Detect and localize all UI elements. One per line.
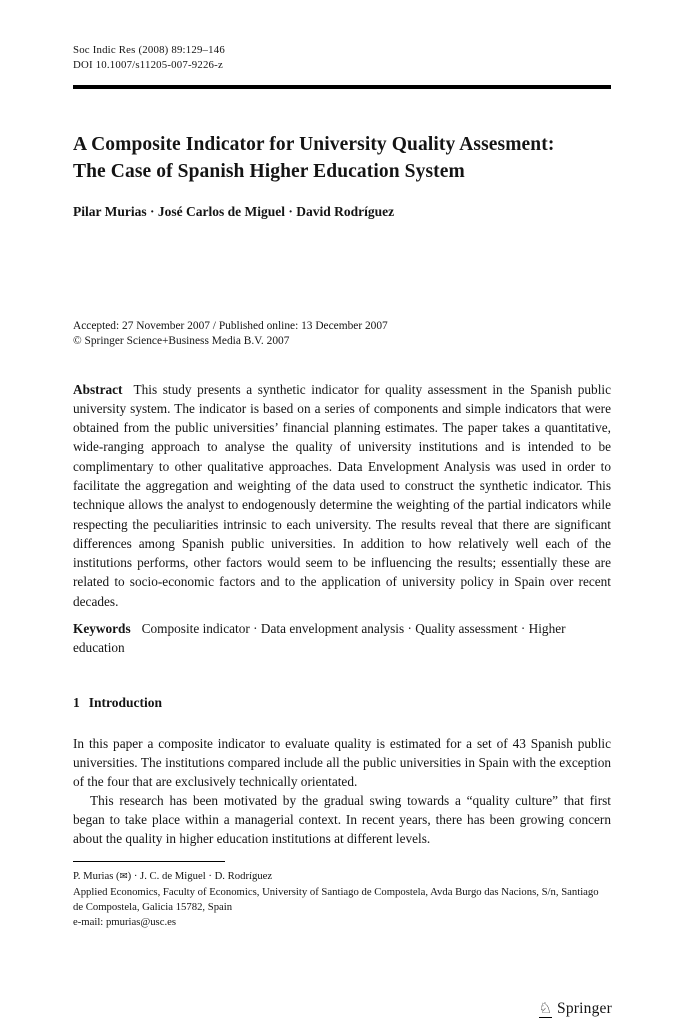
footnote-authors — [73, 869, 611, 885]
header-rule — [73, 85, 611, 89]
abstract — [73, 380, 611, 612]
publication-info — [73, 319, 611, 350]
paper-title-line1: A Composite Indicator for University Quality Assesment: — [73, 133, 555, 155]
intro-paragraph-2: This research has been motivated by the gradual swing towards a “quality culture” that first began to take place within a managerial context. In recent years, there has been growing concern about the quality in higher education institutions at different levels. — [73, 792, 611, 846]
section-heading-introduction — [73, 695, 611, 711]
envelope-icon: ✉ — [119, 871, 128, 883]
doi: DOI 10.1007/s11205-007-9226-z — [73, 59, 223, 71]
abstract-text: This study presents a synthetic indicator for quality assessment in the Spanish public university system. The indicator is based on a series of components and simple indicators that were obtained from the public universities’ financial planning estimates. The paper takes a quantitative, wide-ranging approach to analyse the quality of university institutions and is intended to be complimentary to other qualitative approaches. Data Envelopment Analysis was used in order to facilitate the aggregation and weighting of the data used to construct the synthetic indicator. This technique allows the analyst to endogenously determine the weighting of the partial indicators while respecting the peculiarities intrinsic to each university. The results reveal that there are significant differences among Spanish public universities. In addition to how relatively well each of the institutions performs, other factors would seem to be influencing the results; essentially these are related to socio-economic factors and to the application of university policy in Spain over recent decades. — [73, 381, 611, 609]
abstract-label: Abstract — [73, 381, 123, 397]
keywords — [73, 619, 611, 658]
journal-reference: Soc Indic Res (2008) 89:129–146 — [73, 44, 225, 56]
paper-title — [73, 131, 611, 185]
page-content — [73, 0, 611, 929]
keywords-label: Keywords — [73, 621, 131, 637]
footnote-authors-post: ) · J. C. de Miguel · D. Rodríguez — [127, 870, 273, 883]
paper-title-line2: The Case of Spanish Higher Education System — [73, 160, 465, 182]
section-title: Introduction — [88, 694, 163, 710]
springer-logo — [539, 1000, 612, 1018]
springer-horse-icon: ♘ — [538, 998, 553, 1017]
author-list: Pilar Murias · José Carlos de Miguel · David Rodríguez — [73, 203, 395, 219]
footnote-affiliation: Applied Economics, Faculty of Economics, University of Santiago de Compostela, Avda Burgo das Nacions, S/n, Santiago de Compostela, Galicia 15782, Spain — [73, 886, 599, 913]
intro-paragraph-1: In this paper a composite indicator to evaluate quality is estimated for a set of 43 Spanish public universities. The institutions compared include all the public universities in Spain with the exception of the four that are exclusively technically orientated. — [73, 735, 611, 789]
footnote-authors-pre: P. Murias ( — [73, 870, 120, 883]
footnote-rule — [73, 861, 225, 863]
keywords-text: Composite indicator · Data envelopment analysis · Quality assessment · Higher education — [73, 621, 566, 656]
section-number: 1 — [73, 694, 80, 710]
author-footnote — [73, 869, 611, 929]
footnote-email: e-mail: pmurias@usc.es — [73, 915, 177, 928]
copyright-line: © Springer Science+Business Media B.V. 2007 — [73, 335, 290, 347]
accepted-published-line: Accepted: 27 November 2007 / Published online: 13 December 2007 — [73, 319, 388, 332]
springer-wordmark: Springer — [557, 1000, 612, 1017]
